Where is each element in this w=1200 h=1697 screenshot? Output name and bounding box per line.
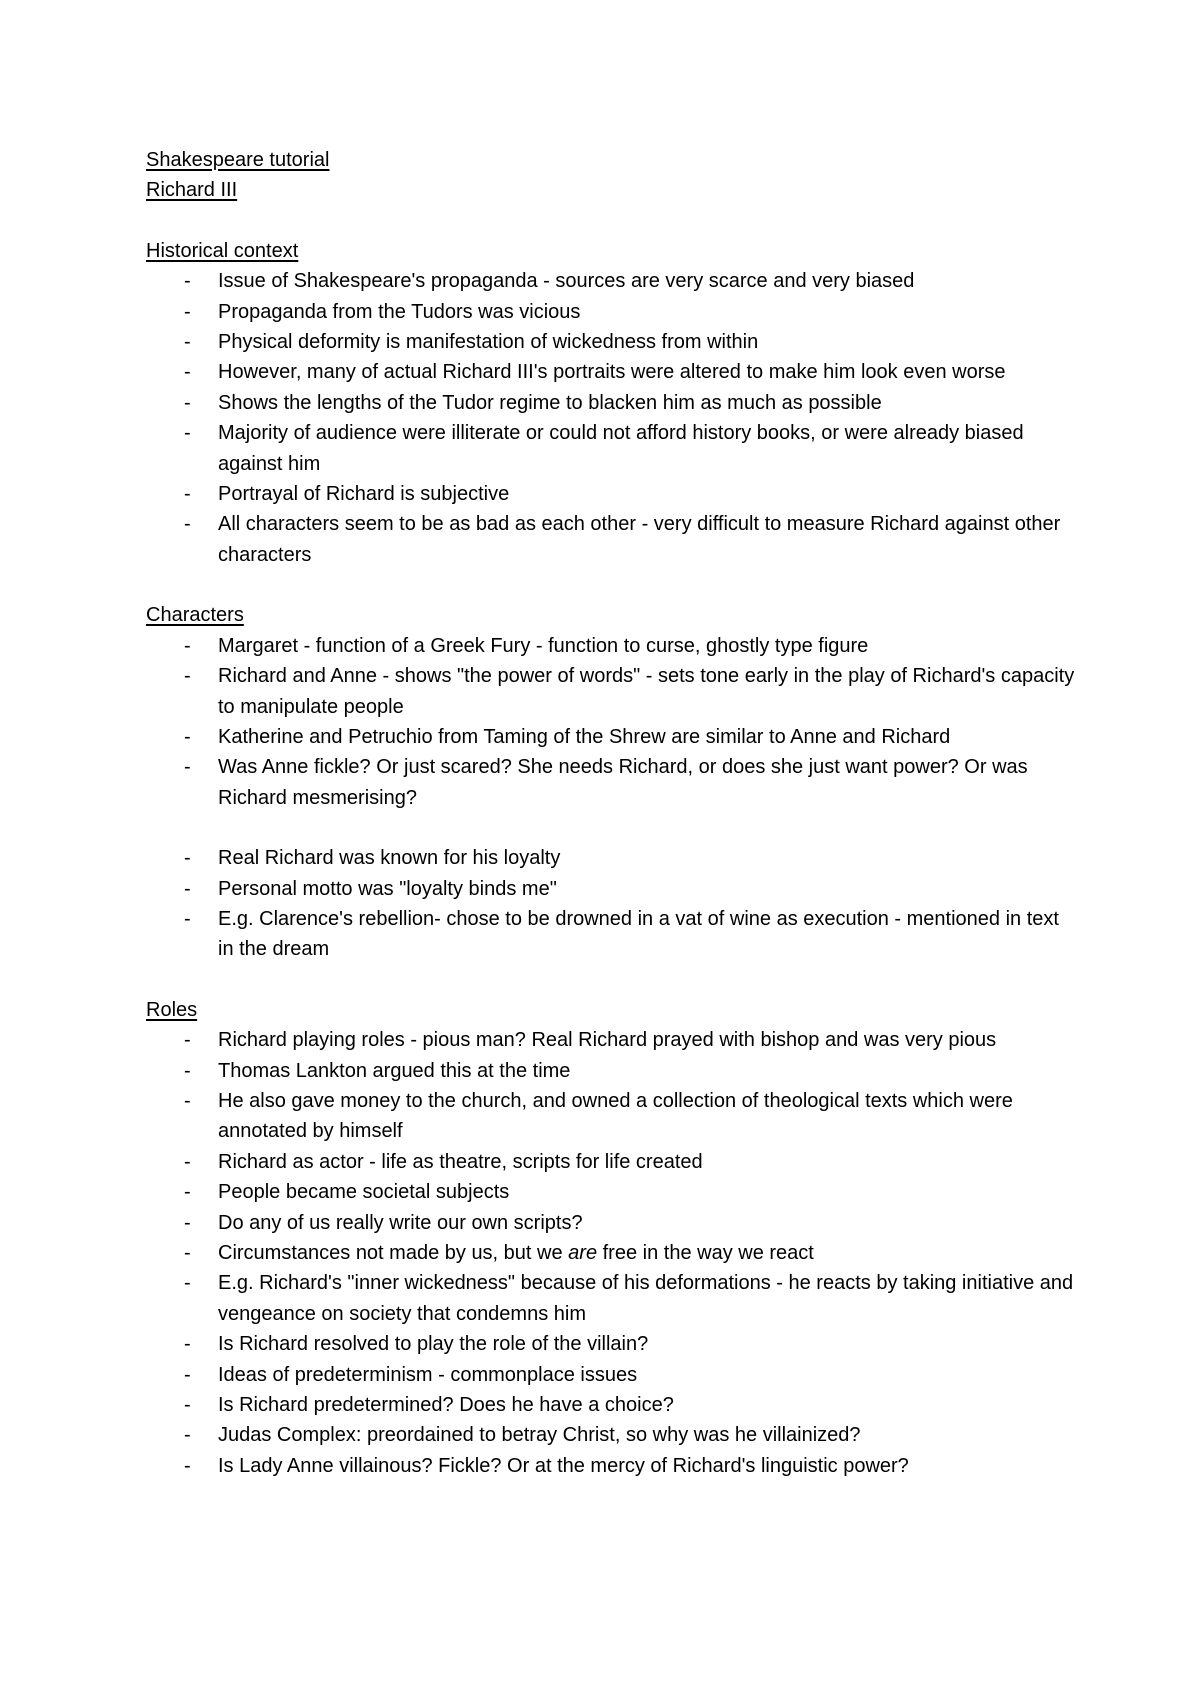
bullet-text-part: free in the way we react [597,1242,814,1264]
bullet-text: Propaganda from the Tudors was vicious [218,300,581,323]
bullet-item [146,1329,1076,1359]
bullet-text: People became societal subjects [218,1181,510,1204]
bullet-item [146,1025,1076,1055]
bullet-dash: - [184,391,191,414]
bullet-text: Issue of Shakespeare's propaganda - sources are very scarce and very biased [218,270,915,293]
bullet-dash: - [184,331,191,354]
section-spacer [146,570,1076,600]
bullet-text: Portrayal of Richard is subjective [218,483,510,506]
bullet-dash: - [184,1242,191,1264]
bullet-item [146,357,1076,387]
bullet-item [146,1360,1076,1390]
bullet-dash: - [184,1150,191,1173]
bullet-list [146,266,1076,570]
document-body [146,145,1076,1481]
section-roles [146,995,1076,1482]
bullet-item [146,874,1076,904]
bullet-text: Do any of us really write our own scripts? [218,1211,583,1234]
bullet-dash: - [184,513,191,536]
list-spacer [146,813,1076,843]
bullet-text: Is Richard predetermined? Does he have a choice? [218,1394,674,1417]
bullet-dash: - [184,847,191,870]
bullet-text: E.g. Clarence's rebellion- chose to be drowned in a vat of wine as execution - mentioned in text in the dream [218,907,1059,961]
bullet-dash: - [184,1363,191,1386]
bullet-dash: - [184,1181,191,1204]
bullet-dash: - [184,422,191,445]
section-heading: Roles [146,998,198,1021]
bullet-text: However, many of actual Richard III's portraits were altered to make him look even worse [218,361,1006,384]
bullet-item [146,1390,1076,1420]
sections-container [146,206,1076,1481]
bullet-text: Personal motto was "loyalty binds me" [218,877,557,900]
bullet-dash: - [184,300,191,323]
bullet-item [146,1238,1076,1268]
bullet-item [146,904,1076,965]
bullet-text: Is Lady Anne villainous? Fickle? Or at the mercy of Richard's linguistic power? [218,1454,909,1477]
bullet-text: He also gave money to the church, and owned a collection of theological texts which were annotated by himself [218,1089,1013,1143]
section-heading: Historical context [146,239,299,262]
section-spacer [146,206,1076,236]
bullet-item [146,631,1076,661]
section-characters [146,600,1076,964]
bullet-text: Physical deformity is manifestation of wickedness from within [218,331,759,354]
bullet-list [146,1025,1076,1481]
bullet-item [146,327,1076,357]
section-heading: Characters [146,604,244,627]
bullet-list [146,843,1076,965]
bullet-text: Richard as actor - life as theatre, scripts for life created [218,1150,703,1173]
bullet-text: Is Richard resolved to play the role of the villain? [218,1333,649,1356]
bullet-dash: - [184,725,191,748]
bullet-dash: - [184,1333,191,1356]
bullet-dash: - [184,1089,191,1112]
bullet-item [146,1147,1076,1177]
bullet-dash: - [184,756,191,779]
bullet-dash: - [184,1059,191,1082]
bullet-text: Judas Complex: preordained to betray Christ, so why was he villainized? [218,1424,861,1447]
bullet-text: Richard playing roles - pious man? Real Richard prayed with bishop and was very pious [218,1029,997,1052]
bullet-item [146,1420,1076,1450]
bullet-item [146,388,1076,418]
bullet-text: Was Anne fickle? Or just scared? She needs Richard, or does she just want power? Or was Richard mesmerising? [218,756,1028,809]
bullet-dash: - [184,1272,191,1295]
bullet-text: All characters seem to be as bad as each other - very difficult to measure Richard against other characters [218,513,1061,566]
bullet-text: Shows the lengths of the Tudor regime to blacken him as much as possible [218,391,882,414]
bullet-dash: - [184,1029,191,1052]
bullet-emphasis: are [568,1242,598,1264]
bullet-item [146,1208,1076,1238]
bullet-dash: - [184,1394,191,1417]
bullet-item [146,661,1076,722]
bullet-dash: - [184,270,191,293]
section-historical-context [146,236,1076,570]
bullet-item [146,843,1076,873]
bullet-text: Ideas of predeterminism - commonplace issues [218,1363,638,1386]
bullet-dash: - [184,1424,191,1447]
bullet-dash: - [184,634,191,657]
bullet-text: Majority of audience were illiterate or could not afford history books, or were already biased against him [218,422,1024,475]
bullet-text: E.g. Richard's "inner wickedness" because of his deformations - he reacts by taking initiative and vengeance on society that condemns him [218,1272,1074,1325]
bullet-item [146,418,1076,479]
bullet-dash: - [184,1211,191,1234]
bullet-text: Katherine and Petruchio from Taming of the Shrew are similar to Anne and Richard [218,725,951,748]
section-spacer [146,965,1076,995]
bullet-item [146,1451,1076,1481]
bullet-text: Richard and Anne - shows "the power of words" - sets tone early in the play of Richard's capacity to manipulate people [218,665,1075,718]
bullet-text-part: Circumstances not made by us, but we [218,1242,569,1264]
bullet-dash: - [184,1454,191,1477]
document-subtitle: Richard III [146,179,238,202]
bullet-item [146,752,1076,813]
bullet-item [146,266,1076,296]
bullet-dash: - [184,907,191,930]
bullet-item [146,479,1076,509]
bullet-item [146,509,1076,570]
bullet-dash: - [184,361,191,384]
bullet-item [146,1268,1076,1329]
bullet-dash: - [184,665,191,688]
bullet-item [146,1086,1076,1147]
bullet-text: Thomas Lankton argued this at the time [218,1059,571,1082]
bullet-list [146,631,1076,813]
bullet-item [146,297,1076,327]
bullet-item [146,1056,1076,1086]
bullet-text: Real Richard was known for his loyalty [218,847,561,870]
bullet-item [146,1177,1076,1207]
bullet-dash: - [184,483,191,506]
document-title: Shakespeare tutorial [146,149,330,171]
bullet-item [146,722,1076,752]
bullet-dash: - [184,877,191,900]
bullet-text: Margaret - function of a Greek Fury - function to curse, ghostly type figure [218,634,869,657]
